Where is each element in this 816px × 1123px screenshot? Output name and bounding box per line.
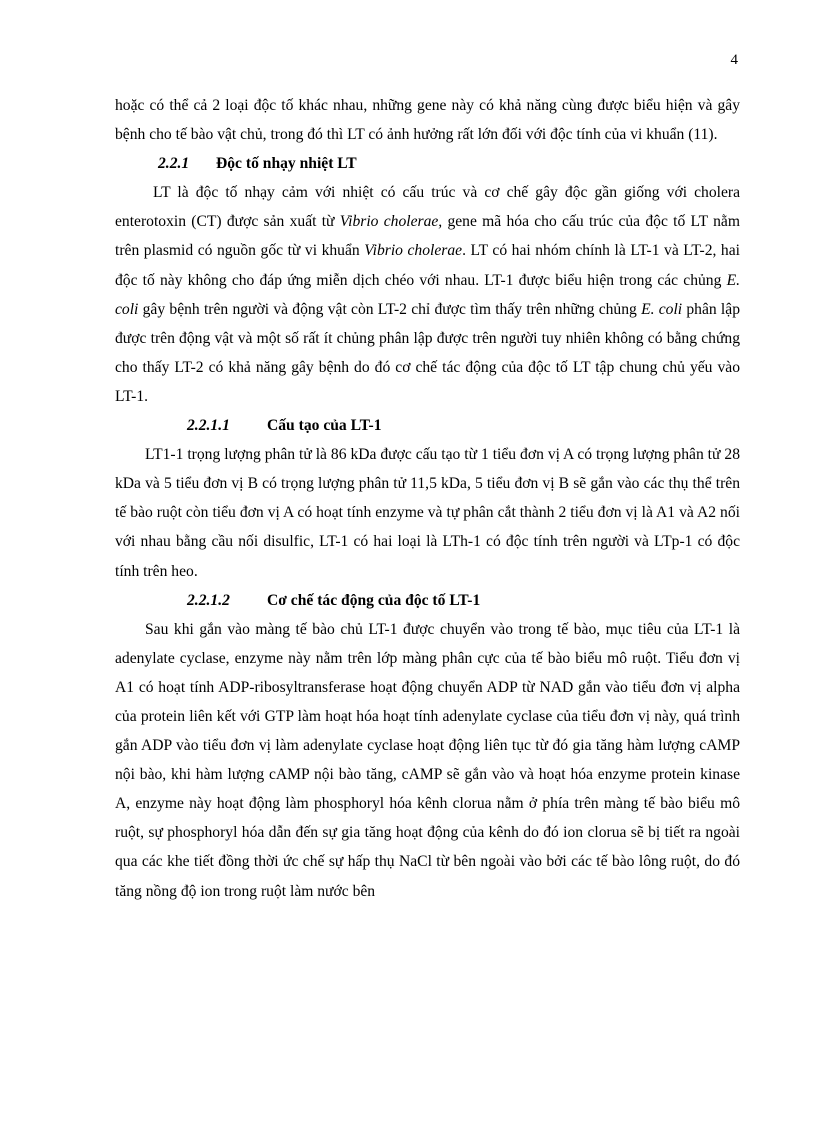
paragraph-lt1-structure: LT1-1 trọng lượng phân tử là 86 kDa được cấu tạo từ 1 tiểu đơn vị A có trọng lượng phân tử 28 kDa và 5 tiểu đơn vị B có trọng lượng phân tử 11,5 kDa, 5 tiểu đơn vị B sẽ gắn vào các thụ thể trên tế bào ruột còn tiểu đơn vị A có hoạt tính enzyme và tự phân cắt thành 2 tiểu đơn vị là A1 và A2 nối với nhau bằng cầu nối disulfic, LT-1 có hai loại là LTh-1 có độc tính trên người và LTp-1 có độc tính trên heo. xyxy=(115,446,740,580)
species-name: E. coli xyxy=(115,271,740,318)
section-number: 2.2.1.2 xyxy=(187,591,230,609)
section-number: 2.2.1.1 xyxy=(187,417,230,435)
section-heading-2-2-1 xyxy=(115,149,740,178)
species-name: Vibrio cholerae, xyxy=(339,213,443,231)
section-title: Cấu tạo của LT-1 xyxy=(267,417,382,435)
section-title: Độc tố nhạy nhiệt LT xyxy=(216,155,357,173)
species-name: E. coli xyxy=(641,300,683,318)
section-number: 2.2.1 xyxy=(158,155,190,173)
paragraph-lt-overview: LT là độc tố nhạy cảm với nhiệt có cấu trúc và cơ chế gây độc gần giống với cholera enterotoxin (CT) được sản xuất từ Vibrio cholerae, gene mã hóa cho cấu trúc của độc tố LT nằm trên plasmid có nguồn gốc từ vi khuẩn Vibrio cholerae. LT có hai nhóm chính là LT-1 và LT-2, hai độc tố này không cho đáp ứng miễn dịch chéo với nhau. LT-1 được biểu hiện trong các chủng E. coli gây bệnh trên người và động vật còn LT-2 chỉ được tìm thấy trên những chủng E. coli phân lập được trên động vật và một số rất ít chủng phân lập được trên người tuy nhiên không có bằng chứng cho thấy LT-2 có khả năng gây bệnh do đó cơ chế tác động của độc tố LT tập chung chủ yếu vào LT-1. xyxy=(115,184,740,405)
paragraph-lt1-mechanism: Sau khi gắn vào màng tế bào chủ LT-1 được chuyển vào trong tế bào, mục tiêu của LT-1 là adenylate cyclase, enzyme này nằm trên lớp màng phân cực của tế bào biểu mô ruột. Tiểu đơn vị A1 có hoạt tính ADP-ribosyltransferase hoạt động chuyển ADP từ NAD gắn vào tiểu đơn vị alpha của protein liên kết với GTP làm hoạt hóa hoạt tính adenylate cyclase của tiểu đơn vị này, quá trình gắn ADP vào tiểu đơn vị làm adenylate cyclase hoạt động liên tục từ đó gia tăng hàm lượng cAMP nội bào, khi hàm lượng cAMP nội bào tăng, cAMP sẽ gắn vào và hoạt hóa enzyme protein kinase A, enzyme này hoạt động làm phosphoryl hóa kênh clorua nằm ở phía trên màng tế bào biểu mô ruột, sự phosphoryl hóa dẫn đến sự gia tăng hoạt động của kênh do đó ion clorua sẽ bị tiết ra ngoài qua các khe tiết đồng thời ức chế sự hấp thụ NaCl từ bên ngoài vào bởi các tế bào lông ruột, do đó tăng nồng độ ion trong ruột làm nước bên xyxy=(115,620,740,900)
species-name: Vibrio cholerae xyxy=(364,242,463,260)
section-heading-2-2-1-2 xyxy=(115,586,740,615)
section-title: Cơ chế tác động của độc tố LT-1 xyxy=(267,591,481,609)
document-body xyxy=(115,91,740,906)
section-heading-2-2-1-1 xyxy=(115,411,740,440)
paragraph-intro-continued: hoặc có thể cả 2 loại độc tố khác nhau, những gene này có khả năng cùng được biểu hiện và gây bệnh cho tế bào vật chủ, trong đó thì LT có ảnh hưởng rất lớn đối với độc tính của vi khuẩn (11). xyxy=(115,97,740,144)
page-number: 4 xyxy=(730,52,738,68)
